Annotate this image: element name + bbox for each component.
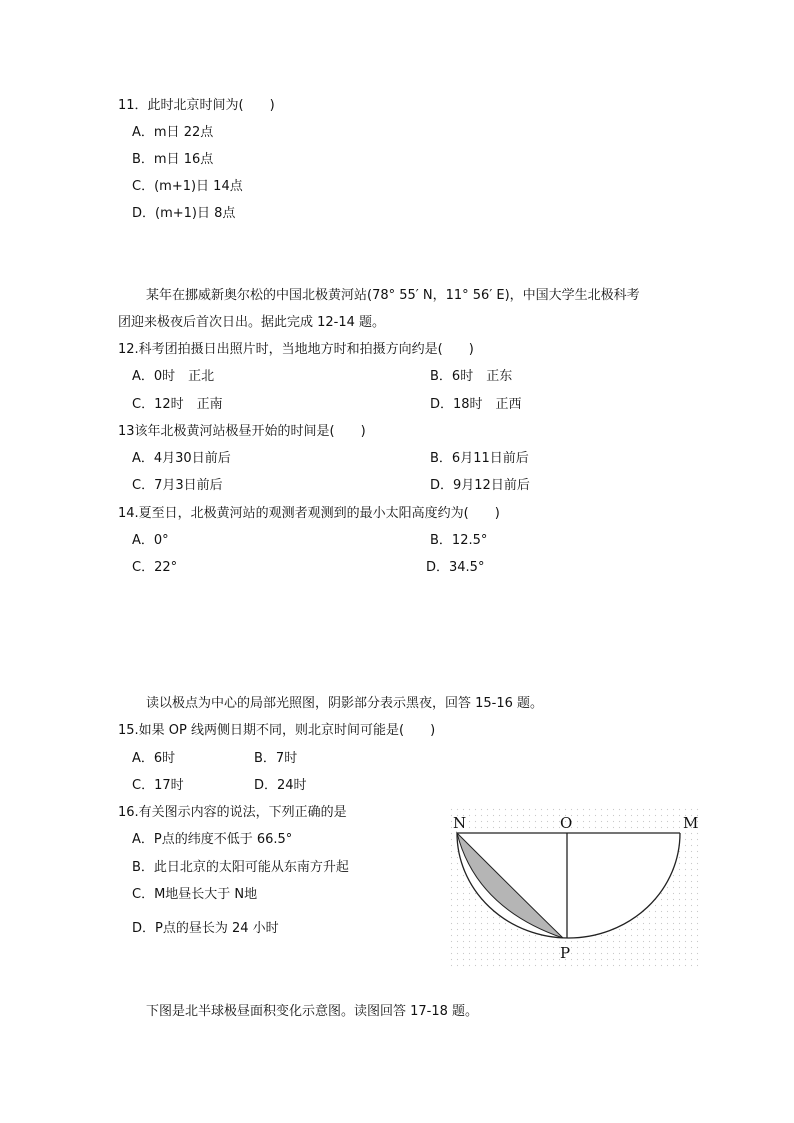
q12-option-d: D．18时 正西	[430, 397, 522, 412]
q12-option-a: A．0时 正北	[132, 369, 215, 384]
q14-option-b: B．12.5°	[430, 533, 488, 548]
q14-option-c: C．22°	[132, 560, 178, 575]
q16-option-b: B．此日北京的太阳可能从东南方升起	[132, 860, 349, 875]
label-n: N	[453, 814, 467, 832]
q16-option-c: C．M地昼长大于 N地	[132, 887, 258, 902]
q16-stem: 16.有关图示内容的说法，下列正确的是	[118, 805, 347, 820]
label-p: P	[560, 944, 571, 962]
q14-stem: 14.夏至日，北极黄河站的观测者观测到的最小太阳高度约为( )	[118, 506, 500, 521]
q12-option-c: C．12时 正南	[132, 397, 223, 412]
q14-option-a: A．0°	[132, 533, 169, 548]
q16-option-d: D．P点的昼长为 24 小时	[132, 921, 279, 936]
passage1-line1: 某年在挪威新奥尔松的中国北极黄河站(78° 55′ N，11° 56′ E)，中国大学生北极科考	[146, 288, 640, 303]
q11-option-b: B．m日 16点	[132, 152, 214, 167]
label-m: M	[683, 814, 699, 832]
q11-stem: 11．此时北京时间为( )	[118, 98, 275, 113]
polar-illumination-diagram	[450, 808, 702, 968]
passage1-line2: 团迎来极夜后首次日出。据此完成 12-14 题。	[118, 315, 386, 330]
q15-stem: 15.如果 OP 线两侧日期不同，则北京时间可能是( )	[118, 723, 436, 738]
q15-option-a: A．6时	[132, 751, 176, 766]
q15-option-c: C．17时	[132, 778, 184, 793]
q13-option-c: C．7月3日前后	[132, 478, 223, 493]
q13-option-a: A．4月30日前后	[132, 451, 231, 466]
q13-option-d: D．9月12日前后	[430, 478, 530, 493]
q13-option-b: B．6月11日前后	[430, 451, 529, 466]
q12-stem: 12.科考团拍摄日出照片时，当地地方时和拍摄方向约是( )	[118, 342, 474, 357]
q13-stem: 13该年北极黄河站极昼开始的时间是( )	[118, 424, 366, 439]
q14-option-d: D．34.5°	[426, 560, 485, 575]
q11-option-a: A．m日 22点	[132, 125, 214, 140]
q16-option-a: A．P点的纬度不低于 66.5°	[132, 832, 293, 847]
passage-17-18: 下图是北半球极昼面积变化示意图。读图回答 17-18 题。	[146, 1004, 479, 1019]
passage-15-16: 读以极点为中心的局部光照图，阴影部分表示黑夜，回答 15-16 题。	[146, 696, 544, 711]
label-o: O	[560, 814, 573, 832]
q15-option-d: D．24时	[254, 778, 307, 793]
q15-option-b: B．7时	[254, 751, 298, 766]
q11-option-c: C．(m+1)日 14点	[132, 179, 243, 194]
q12-option-b: B．6时 正东	[430, 369, 513, 384]
q11-option-d: D．(m+1)日 8点	[132, 206, 236, 221]
